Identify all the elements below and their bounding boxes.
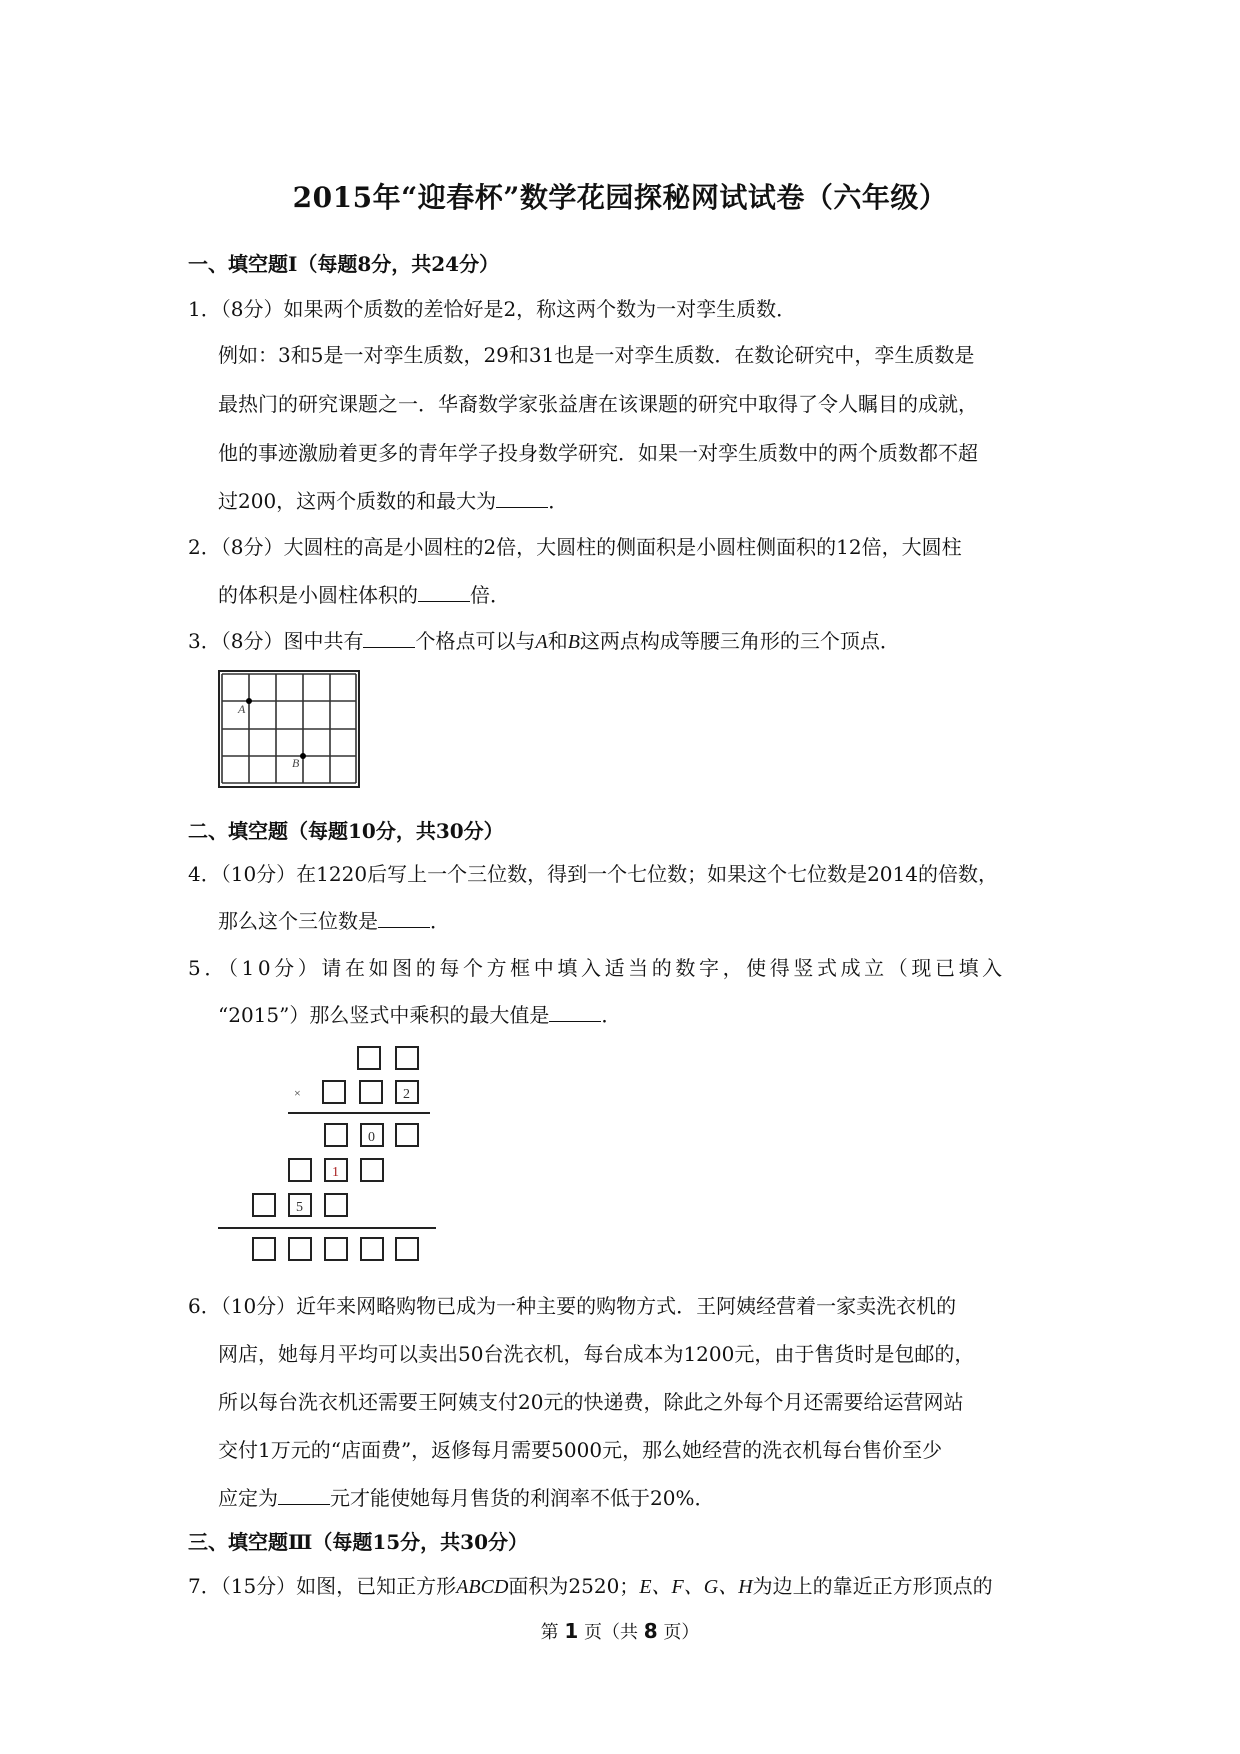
question-4 (188, 858, 998, 887)
question-6-line-2: 网店，她每月平均可以卖出50台洗衣机，每台成本为1200元，由于售货时是包邮的， (218, 1342, 975, 1366)
point-a-label: A (238, 702, 246, 716)
total-pages: 8 (643, 1619, 658, 1643)
digit-box (325, 1124, 347, 1146)
question-5 (188, 952, 1006, 981)
question-text: （8分）如果两个质数的差恰好是2，称这两个数为一对孪生质数． (220, 297, 797, 321)
digit-box (253, 1238, 275, 1260)
digit-box (361, 1159, 383, 1181)
question-number: 4． (188, 862, 221, 886)
answer-blank[interactable] (278, 1486, 330, 1505)
question-3: 3．（8分）图中共有 个格点可以与A和B这两点构成等腰三角形的三个顶点． (188, 629, 900, 653)
question-2-line-2: 的体积是小圆柱体积的 倍． (218, 583, 510, 607)
digit-box (323, 1081, 345, 1103)
question-text: （8分）大圆柱的高是小圆柱的2倍，大圆柱的侧面积是小圆柱侧面积的12倍，大圆柱 (220, 535, 962, 559)
page-number: 1 (564, 1619, 579, 1643)
page-title: 2015年“迎春杯”数学花园探秘网试试卷（六年级） (292, 181, 948, 214)
page-footer: 第 1 页（共 8 页） (540, 1619, 700, 1643)
digit-box (358, 1047, 380, 1069)
digit-box (325, 1238, 347, 1260)
question-7: 7．（15分）如图，已知正方形ABCD面积为2520；E、F、G、H为边上的靠近正方形顶点的 (188, 1574, 993, 1598)
times-sign: × (294, 1086, 301, 1100)
question-6-line-3: 所以每台洗衣机还需要王阿姨支付20元的快递费，除此之外每个月还需要给运营网站 (218, 1390, 964, 1414)
section-heading-1: 一、填空题Ⅰ（每题8分，共24分） (188, 252, 500, 276)
point-b (300, 753, 306, 759)
answer-blank[interactable] (378, 909, 430, 928)
digit-box (325, 1194, 347, 1216)
point-b-label: B (292, 756, 300, 770)
question-5-line-2: “2015”）那么竖式中乘积的最大值是 ． (218, 1003, 622, 1027)
question-6-line-5: 应定为 元才能使她每月售货的利润率不低于20%． (218, 1486, 715, 1510)
filled-digit-0: 0 (368, 1130, 375, 1145)
question-number: 3． (188, 629, 221, 653)
question-1-line-5: 过200，这两个质数的和最大为 ． (218, 489, 569, 513)
question-4-line-2: 那么这个三位数是 ． (218, 909, 450, 933)
question-number: 1． (188, 297, 221, 321)
question-1-line-3: 最热门的研究课题之一．华裔数学家张益唐在该课题的研究中取得了令人瞩目的成就， (218, 392, 978, 416)
question-1-line-4: 他的事迹激励着更多的青年学子投身数学研究．如果一对孪生质数中的两个质数都不超 (218, 441, 978, 465)
filled-digit-1: 1 (332, 1165, 339, 1180)
digit-box (396, 1047, 418, 1069)
answer-blank[interactable] (549, 1003, 601, 1022)
digit-box (253, 1194, 275, 1216)
multiplication-figure (218, 1040, 450, 1270)
question-number: 6． (188, 1294, 221, 1318)
question-number: 2． (188, 535, 221, 559)
filled-digit-5: 5 (296, 1200, 303, 1215)
answer-blank[interactable] (363, 629, 415, 648)
question-text: （10分）请在如图的每个方框中填入适当的数字，使得竖式成立（现已填入 (227, 956, 1006, 980)
question-6 (188, 1290, 956, 1319)
question-6-line-4: 交付1万元的“店面费”，返修每月需要5000元，那么她经营的洗衣机每台售价至少 (218, 1438, 943, 1462)
question-number: 7． (188, 1574, 221, 1598)
point-a (246, 698, 252, 704)
digit-box (289, 1238, 311, 1260)
question-1-line-2: 例如：3和5是一对孪生质数，29和31也是一对孪生质数．在数论研究中，孪生质数是 (218, 343, 975, 367)
section-heading-3: 三、填空题Ⅲ（每题15分，共30分） (188, 1530, 529, 1554)
digit-box (396, 1124, 418, 1146)
answer-blank[interactable] (418, 583, 470, 602)
filled-digit-2: 2 (403, 1087, 410, 1102)
question-2 (188, 531, 962, 560)
answer-blank[interactable] (496, 489, 548, 508)
lattice-grid-figure (218, 670, 360, 788)
section-heading-2: 二、填空题（每题10分，共30分） (188, 819, 504, 843)
question-text: （10分）近年来网略购物已成为一种主要的购物方式．王阿姨经营着一家卖洗衣机的 (220, 1294, 957, 1318)
question-text: （10分）在1220后写上一个三位数，得到一个七位数；如果这个七位数是2014的倍数， (220, 862, 998, 886)
question-number: 5． (188, 956, 228, 980)
question-1 (188, 293, 796, 322)
digit-box (289, 1159, 311, 1181)
digit-box (396, 1238, 418, 1260)
digit-box (360, 1081, 382, 1103)
digit-box (361, 1238, 383, 1260)
